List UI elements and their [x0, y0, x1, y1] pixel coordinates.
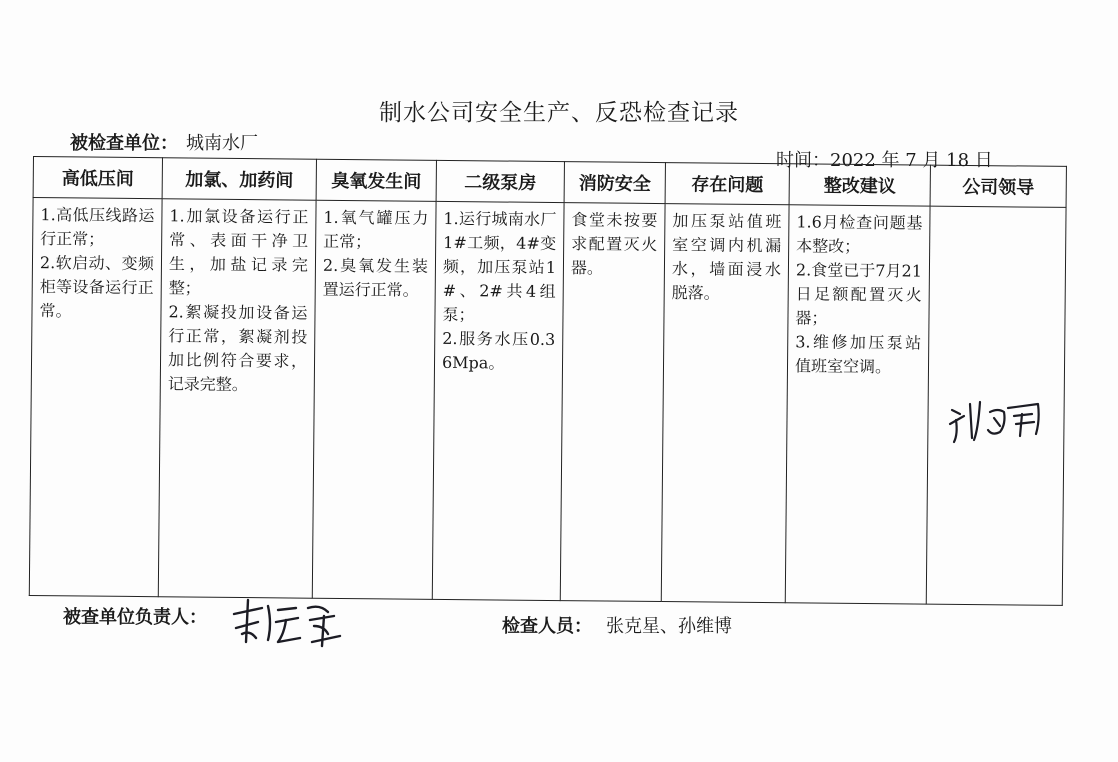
responsible-person-label: 被查单位负责人：	[63, 607, 207, 628]
cell-line: 2.絮凝投加设备运行正常，絮凝剂投加比例符合要求，记录完整。	[167, 302, 308, 395]
header-ozone-room: 臭氧发生间	[316, 159, 436, 201]
cell-ozone-room	[312, 200, 436, 599]
header-high-low-voltage: 高低压间	[33, 157, 162, 199]
cell-line: 食堂未按要求配置灭火器。	[570, 210, 658, 278]
cell-secondary-pump	[432, 201, 564, 600]
cell-line: 2.臭氧发生装置运行正常。	[322, 255, 429, 300]
cell-line: 1.加氯设备运行正常、表面干净卫生，加盐记录完整；	[168, 206, 309, 298]
header-issues: 存在问题	[665, 163, 789, 205]
responsible-person	[63, 603, 207, 629]
header-rectification: 整改建议	[789, 164, 930, 206]
table-row	[29, 198, 1066, 606]
cell-line: 3.维修加压泵站值班室空调。	[794, 332, 922, 377]
cell-rectification	[785, 205, 930, 604]
inspection-table-wrapper	[29, 156, 1066, 606]
responsible-signature	[228, 596, 358, 652]
cell-issues	[661, 204, 789, 603]
cell-line: 1.氧气罐压力正常；	[323, 207, 429, 252]
cell-fire-safety	[560, 203, 665, 602]
inspectors	[502, 612, 732, 638]
cell-chlorine-dosing	[158, 199, 316, 598]
inspected-unit-label: 被检查单位：	[70, 133, 178, 154]
cell-line: 1.高低压线路运行正常；	[40, 205, 155, 249]
inspection-table	[29, 156, 1067, 606]
document-title: 制水公司安全生产、反恐检查记录	[379, 100, 739, 126]
cell-line: 2.软启动、变频柜等设备运行正常。	[39, 253, 155, 321]
cell-line: 2.服务水压0.36Mpa。	[441, 328, 556, 373]
cell-line: 加压泵站值班室空调内机漏水，墙面浸水脱落。	[671, 211, 782, 303]
cell-line: 2.食堂已于7月21日足额配置灭火器；	[795, 260, 923, 328]
inspectors-value: 张克星、孙维博	[606, 616, 732, 637]
inspectors-label: 检查人员：	[502, 616, 592, 637]
inspected-unit-value: 城南水厂	[186, 133, 258, 154]
cell-line: 1.运行城南水厂1#工频，4#变频，加压泵站1#、2#共4组泵；	[442, 208, 557, 325]
header-fire-safety: 消防安全	[564, 162, 665, 204]
inspection-date: 时间：2022 年 7 月 18 日	[776, 150, 993, 171]
cell-line: 1.6月检查问题基本整改；	[796, 212, 923, 256]
header-company-leader: 公司领导	[930, 165, 1066, 207]
inspected-unit	[70, 129, 258, 155]
header-secondary-pump: 二级泵房	[436, 160, 564, 202]
cell-high-low-voltage	[29, 198, 162, 597]
leader-signature	[942, 390, 1052, 450]
header-chlorine-dosing: 加氯、加药间	[162, 158, 316, 200]
